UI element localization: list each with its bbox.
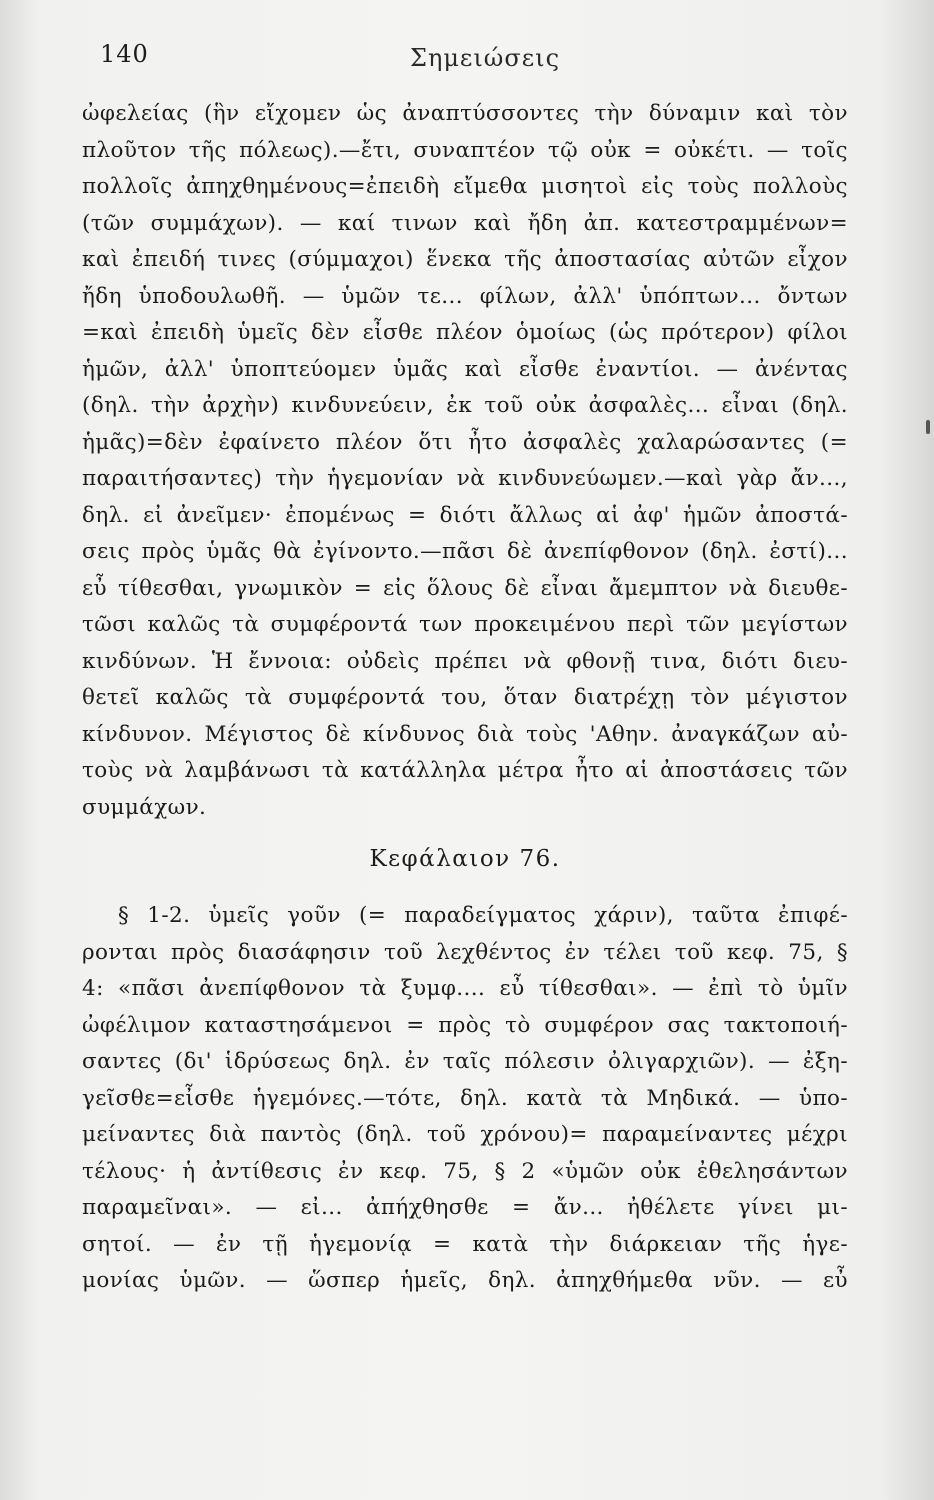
text-line: μείναντες διὰ παντὸς (δηλ. τοῦ χρόνου)= παραμείναντες μέχρι (82, 1122, 848, 1147)
text-line: σαντες (δι' ἱδρύσεως δηλ. ἐν ταῖς πόλεσιν ὀλιγαρχιῶν). — ἐξη- (82, 1049, 848, 1074)
text-line: ρονται πρὸς διασάφησιν τοῦ λεχθέντος ἐν τέλει τοῦ κεφ. 75, § (82, 939, 848, 965)
text-line: ἤδη ὑποδουλωθῆ. — ὑμῶν τε... φίλων, ἀλλ' ὑπόπτων... ὄντων (82, 283, 848, 309)
text-line: κίνδυνον. Μέγιστος δὲ κίνδυνος διὰ τοὺς 'Αθην. ἀναγκάζων αὐ- (82, 721, 848, 747)
text-line: παραιτήσαντες) τὴν ἡγεμονίαν νὰ κινδυνεύωμεν.—καὶ γὰρ ἄν..., (82, 466, 848, 491)
text-line: ἡμῶν, ἀλλ' ὑποπτεύομεν ὑμᾶς καὶ εἶσθε ἐναντίοι. — ἀνέντας (82, 356, 848, 382)
text-line: 4: «πᾶσι ἀνεπίφθονον τὰ ξυμφ.... εὖ τίθεσθαι». — ἐπὶ τὸ ὑμῖν (82, 976, 848, 1001)
text-line: ἡμᾶς)=δὲν ἐφαίνετο πλέον ὅτι ἦτο ἀσφαλὲς χαλαρώσαντες (= (82, 429, 848, 455)
text-line: γεῖσθε=εἶσθε ἡγεμόνες.—τότε, δηλ. κατὰ τὰ Μηδικά. — ὑπο- (82, 1085, 848, 1111)
text-line: (τῶν συμμάχων). — καί τινων καὶ ἤδη ἀπ. κατεστραμμένων= (82, 210, 848, 236)
text-line: εὖ τίθεσθαι, γνωμικὸν = εἰς ὅλους δὲ εἶναι ἄμεμπτον νὰ διευθε- (82, 575, 848, 601)
text-line: δηλ. εἰ ἀνεῖμεν· ἐπομένως = διότι ἄλλως αἱ ἀφ' ἡμῶν ἀποστά- (82, 502, 848, 528)
text-line: =καὶ ἐπειδὴ ὑμεῖς δὲν εἶσθε πλέον ὁμοίως (ὡς πρότερον) φίλοι (82, 320, 848, 345)
text-line: πολλοῖς ἀπηχθημένους=ἐπειδὴ εἴμεθα μισητοὶ εἰς τοὺς πολλοὺς (82, 174, 848, 199)
text-line: κινδύνων. Ἡ ἔννοια: οὐδεὶς πρέπει νὰ φθονῇ τινα, διότι διευ- (82, 648, 848, 674)
chapter-heading: Κεφάλαιον 76. (369, 846, 561, 872)
body-text (82, 96, 848, 1300)
text-line: καὶ ἐπειδή τινες (σύμμαχοι) ἕνεκα τῆς ἀποστασίας αὐτῶν εἶχον (82, 247, 848, 272)
text-line: πλοῦτον τῆς πόλεως).—ἔτι, συναπτέον τῷ οὐκ = οὐκέτι. — τοῖς (82, 137, 848, 163)
text-line: τῶσι καλῶς τὰ συμφέροντά των προκειμένου περὶ τῶν μεγίστων (82, 612, 848, 637)
text-line: μονίας ὑμῶν. — ὥσπερ ἡμεῖς, δηλ. ἀπηχθήμεθα νῦν. — εὖ (82, 1268, 848, 1293)
running-title: Σημειώσεις (409, 44, 561, 72)
page-number: 140 (100, 40, 149, 68)
text-line: θετεῖ καλῶς τὰ συμφέροντά του, ὅταν διατρέχῃ τὸν μέγιστον (82, 685, 848, 710)
page-header (100, 40, 870, 80)
text-line: § 1-2. ὑμεῖς γοῦν (= παραδείγματος χάριν), ταῦτα ἐπιφέ- (118, 903, 848, 928)
chapter-paragraph (82, 898, 848, 1300)
text-line: συμμάχων. (82, 794, 207, 820)
notes-paragraph (82, 96, 848, 826)
text-line: σητοί. — ἐν τῇ ἡγεμονίᾳ = κατὰ τὴν διάρκειαν τῆς ἡγε- (82, 1231, 848, 1257)
text-line: ὠφελείας (ἣν εἴχομεν ὡς ἀναπτύσσοντες τὴν δύναμιν καὶ τὸν (82, 101, 848, 126)
text-line: παραμεῖναι». — εἰ... ἀπήχθησθε = ἄν... ἠθέλετε γίνει μι- (82, 1195, 848, 1220)
text-line: τέλους· ἡ ἀντίθεσις ἐν κεφ. 75, § 2 «ὑμῶν οὐκ ἐθελησάντων (82, 1158, 848, 1184)
text-line: (δηλ. τὴν ἀρχὴν) κινδυνεύειν, ἐκ τοῦ οὐκ ἀσφαλὲς... εἶναι (δηλ. (82, 393, 848, 418)
text-line: σεις πρὸς ὑμᾶς θὰ ἐγίνοντο.—πᾶσι δὲ ἀνεπίφθονον (δηλ. ἐστί)... (82, 539, 848, 564)
page-edge-mark (926, 420, 930, 434)
text-line: ὠφέλιμον καταστησάμενοι = πρὸς τὸ συμφέρον σας τακτοποιή- (82, 1012, 848, 1038)
text-line: τοὺς νὰ λαμβάνωσι τὰ κατάλληλα μέτρα ἦτο αἱ ἀποστάσεις τῶν (82, 758, 848, 783)
